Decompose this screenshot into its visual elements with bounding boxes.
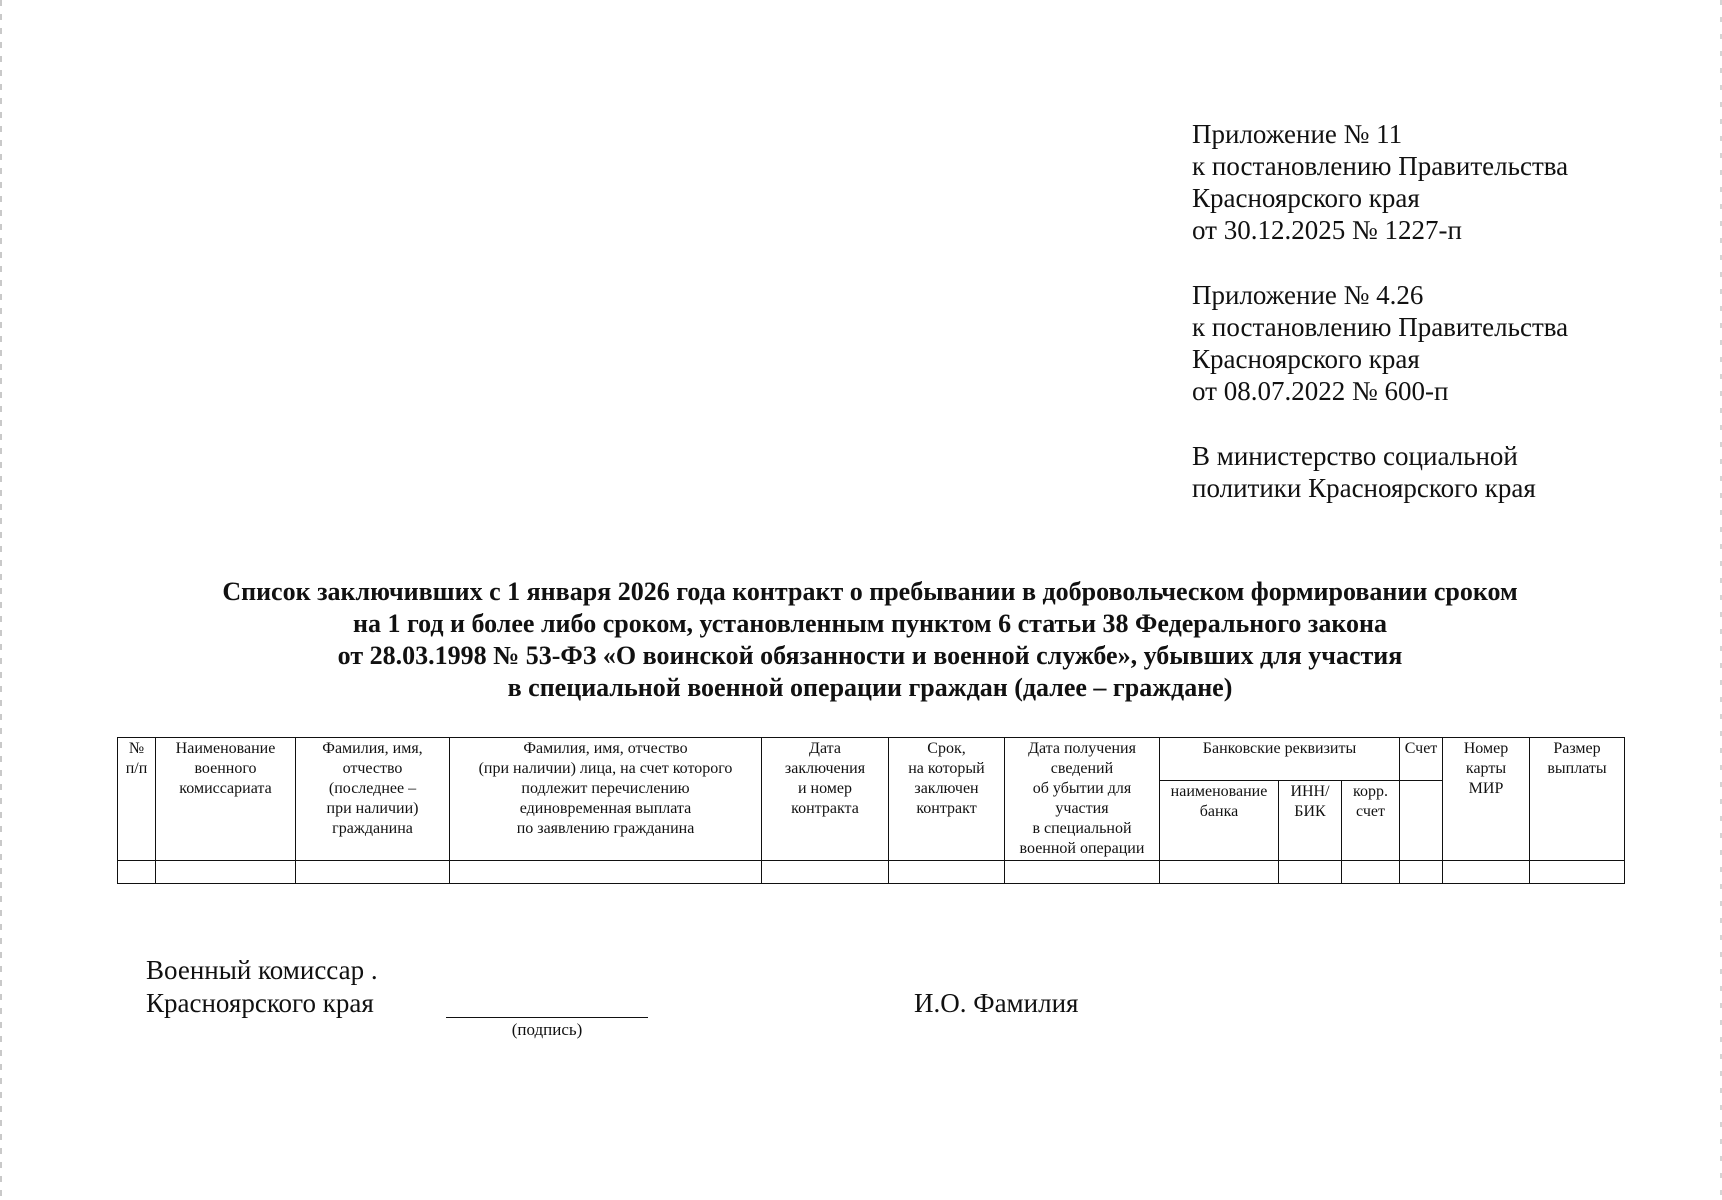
header-text-line: выплаты (1547, 760, 1607, 777)
table-header-row (118, 738, 1625, 781)
header-text-line: контракт (916, 800, 977, 817)
col-header-commissariat (156, 738, 296, 861)
table-row (118, 861, 1625, 884)
header-text-line: подлежит перечислению (521, 780, 690, 797)
appendix-4-26-line: от 08.07.2022 № 600-п (1192, 376, 1449, 406)
appendix-11-line: Красноярского края (1192, 183, 1420, 213)
header-text-line: п/п (125, 760, 148, 777)
appendix-11-line: от 30.12.2025 № 1227-п (1192, 215, 1462, 245)
header-text-line: комиссариата (179, 780, 272, 797)
col-header-bank-name (1160, 780, 1279, 860)
header-text-line: заключения (784, 760, 866, 777)
document-title (140, 576, 1600, 704)
table-cell[interactable] (156, 861, 296, 884)
table-cell[interactable] (1160, 861, 1279, 884)
table-cell[interactable] (1005, 861, 1160, 884)
citizens-list-table (117, 737, 1625, 884)
header-text-line: Дата (809, 740, 841, 757)
col-header-number (118, 738, 156, 861)
appendix-11-line: Приложение № 11 (1192, 119, 1403, 149)
col-header-payee-name (450, 738, 762, 861)
table-cell[interactable] (118, 861, 156, 884)
table-cell[interactable] (1342, 861, 1400, 884)
header-text-line: по заявлению гражданина (516, 820, 695, 837)
header-text-line: счет (1356, 802, 1385, 820)
header-text-line: Дата получения (1028, 740, 1136, 757)
header-text-line: Размер (1553, 740, 1601, 757)
col-header-mir-card (1443, 738, 1530, 861)
header-text-line: наименование (1170, 782, 1268, 800)
title-line: в специальной военной операции граждан (далее – граждане) (507, 673, 1233, 702)
header-text-line: отчество (342, 760, 403, 777)
signatory-name: И.О. Фамилия (914, 988, 1079, 1018)
header-text-line: МИР (1468, 780, 1504, 797)
col-header-payment-amount (1530, 738, 1625, 861)
signature-line (446, 1017, 648, 1018)
title-line: на 1 год и более либо сроком, установленным пунктом 6 статьи 38 Федерального закона (352, 609, 1388, 638)
header-text-line: об убытии для (1032, 780, 1132, 797)
header-text-line: на который (908, 760, 985, 777)
signatory-position (146, 954, 378, 1020)
col-header-inn-bik (1279, 780, 1342, 860)
header-text-line: в специальной (1032, 820, 1132, 837)
header-text-line: единовременная выплата (519, 800, 692, 817)
header-text-line: Наименование (175, 740, 276, 757)
header-text-line: Срок, (927, 740, 966, 757)
addressee-line: В министерство социальной (1192, 441, 1518, 471)
header-text-line: Фамилия, имя, отчество (523, 740, 688, 757)
col-header-corr-account (1342, 780, 1400, 860)
col-header-departure-info-date (1005, 738, 1160, 861)
header-text-line: корр. (1353, 782, 1388, 800)
col-header-contract-term (889, 738, 1005, 861)
table-cell[interactable] (762, 861, 889, 884)
header-text-line: Фамилия, имя, (322, 740, 423, 757)
header-text-line: карты (1465, 760, 1507, 777)
table-cell[interactable] (296, 861, 450, 884)
table-cell[interactable] (1400, 861, 1443, 884)
header-text-line: заключен (914, 780, 979, 797)
appendix-4-26-block (1192, 279, 1672, 407)
col-header-bank-details (1160, 738, 1400, 781)
title-line: Список заключивших с 1 января 2026 года контракт о пребывании в добровольческом формировании сроком (222, 577, 1518, 606)
signature-caption: (подпись) (511, 1020, 583, 1039)
header-text-line: (при наличии) лица, на счет которого (478, 760, 733, 777)
document-header (1192, 118, 1672, 537)
header-text-line: Счет (1404, 740, 1438, 757)
header-text-line: и номер (797, 780, 853, 797)
col-header-account (1400, 738, 1443, 781)
table-cell[interactable] (1443, 861, 1530, 884)
header-text-line: военного (194, 760, 257, 777)
table-cell[interactable] (889, 861, 1005, 884)
appendix-4-26-line: к постановлению Правительства (1192, 312, 1569, 342)
header-text-line: военной операции (1019, 840, 1145, 857)
header-text-line: при наличии) (326, 800, 419, 817)
header-text-line: БИК (1294, 802, 1326, 820)
header-text-line: участия (1055, 800, 1109, 817)
col-header-contract-date (762, 738, 889, 861)
appendix-4-26-line: Красноярского края (1192, 344, 1420, 374)
appendix-4-26-line: Приложение № 4.26 (1192, 280, 1424, 310)
title-line: от 28.03.1998 № 53-ФЗ «О воинской обязанности и военной службе», убывших для участия (337, 641, 1403, 670)
header-text-line: № (128, 740, 145, 757)
scan-edge-left (0, 0, 2, 1200)
header-text-line: контракта (791, 800, 859, 817)
appendix-11-block (1192, 118, 1672, 246)
addressee-block (1192, 440, 1672, 504)
header-text-line: банка (1199, 802, 1239, 820)
table-cell[interactable] (1279, 861, 1342, 884)
header-text-line: сведений (1050, 760, 1114, 777)
signatory-position-line: Военный комиссар . (146, 955, 378, 985)
appendix-11-line: к постановлению Правительства (1192, 151, 1569, 181)
table-cell[interactable] (450, 861, 762, 884)
header-text-line: гражданина (332, 820, 413, 837)
header-text-line: (последнее – (328, 780, 417, 797)
col-header-account-sub (1400, 780, 1443, 860)
addressee-line: политики Красноярского края (1192, 473, 1536, 503)
header-text-line: Банковские реквизиты (1202, 740, 1357, 757)
header-text-line: ИНН/ (1290, 782, 1330, 800)
header-text-line: Номер (1463, 740, 1509, 757)
col-header-citizen-name (296, 738, 450, 861)
signatory-position-line: Красноярского края (146, 988, 374, 1018)
table-cell[interactable] (1530, 861, 1625, 884)
